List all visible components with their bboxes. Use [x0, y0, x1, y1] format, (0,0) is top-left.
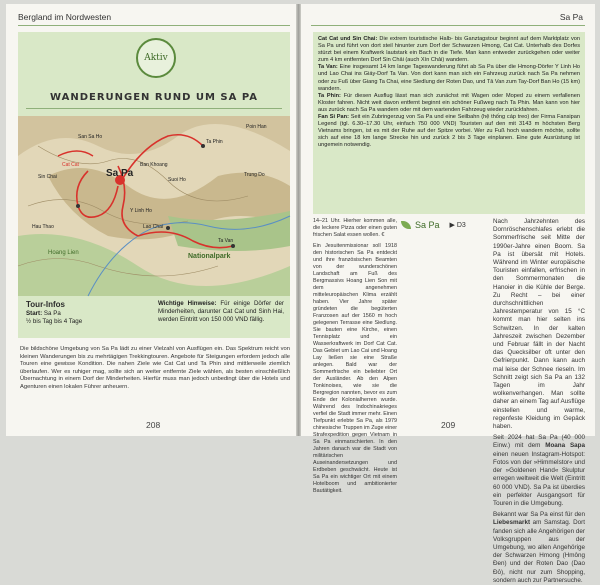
- tour-hints: [158, 300, 284, 324]
- map-label-ta-phin: Ta Phin: [206, 139, 223, 145]
- sapa-boom-text: Nach Jahrzehnten des Dornröschenschlafes erlebt die Sommerfrische seit Mitte der 1990er-Jahre einen Boom. Sa Pa ist übersät mit Hotels. Während im Winter europäische Touristen einfallen, erfrischen in den Sommermonaten die Hanoier in die Kühle der Berge. Zu Recht – bei einer durchschnittlichen Jahrestemperatur von 15 °C kommt man hier selten ins Schwitzen. In der kalten Jahreszeit zwischen Dezember und Februar fällt in der Nacht das Quecksilber oft unter den Gefrierpunkt. Dann kann auch mal leise der Schnee rieseln. Im Schnitt zeigt sich Sa Pa an 132 Tagen im Jahr wolkenverhangen. Man sollte daher an einem Tag auf Ausflüge einstellen und warme, regenfeste Kleidung im Gepäck haben.: [493, 218, 585, 431]
- tour-hint-label: Wichtige Hinweise:: [158, 300, 217, 307]
- page-number-right: 209: [441, 420, 456, 430]
- tour-duration: ½ bis Tag bis 4 Tage: [26, 318, 83, 325]
- running-head-right: Sa Pa: [559, 12, 583, 22]
- hiking-map: [18, 116, 290, 296]
- love-market-text: Bekannt war Sa Pa einst für den Liebesmarkt am Samstag. Dort fanden sich alle Angehörigen der Volksgruppen aus der Umgebung, wo allen Angehörige der Schwarzen Hmong (Hmông Đen) und der Roten Dao (Dao Đỏ), nicht nur zum Shopping, sondern auch zur Partnersuche.: [493, 511, 585, 584]
- info-cat-cat: Cat Cat und Sin Chai: Die extrem touristische Halb- bis Ganztagstour beginnt auf dem Marktplatz von Sa Pa und führt von dort steil hinunter zum Dorf der Schwarzen Hmong, Cat Cat. Unterhalb des Dorfes stürzt bei einem Kraftwerk lautstark ein Bach in die Tiefe. Man kann entweder zurückgehen oder weiter zum 4 km entfernten Dorf Sin Chải (auch Xín Chải) wandern.: [318, 36, 580, 64]
- map-label-ban-khoang: Ban Khoang: [140, 162, 168, 168]
- column-1: [313, 218, 397, 495]
- tour-start-value: Sa Pa: [43, 310, 61, 317]
- map-label-hoang: Hoang Lien: [48, 250, 79, 256]
- map-label-sin-chai: Sin Chai: [38, 174, 57, 180]
- activity-box: [18, 32, 290, 338]
- info-ta-van: Ta Van: Eine insgesamt 14 km lange Tageswanderung führt ab Sa Pa über die Hmong-Dörfer Y Linh Ho und Lao Chai ins Giáy-Dorf Ta Van. Von dort kann man sich ein Fahrzeug zurück nach Sa Pa nehmen oder zu Fuß über Giang Ta Chai, eine Siedlung der Roten Dao, und Tả Van zum Tay-Dorf Ban Ho (15 km) wandern.: [318, 64, 580, 92]
- column-2: [401, 218, 489, 236]
- running-head-left: Bergland im Nordwesten: [18, 12, 112, 22]
- page-number-left: 208: [146, 420, 161, 430]
- map-label-park: Nationalpark: [188, 253, 231, 260]
- map-label-sapa: Sa Pa: [106, 168, 134, 179]
- tour-hint-text: Für einige Dörfer der Minderheiten, darunter Cat Cat und Sinh Hai, werden Eintritt von 150 000 VND fällig.: [158, 300, 284, 323]
- tour-start-label: Start:: [26, 310, 43, 317]
- right-page: [301, 4, 595, 584]
- header-rule: [311, 25, 585, 26]
- map-label-poin-han: Poin Han: [246, 124, 267, 130]
- tour-info-heading: Tour-Infos: [26, 300, 65, 309]
- map-label-ta-van: Ta Van: [218, 238, 234, 244]
- sapa-section-heading: [401, 220, 489, 230]
- map-label-suoi-ho: Suoi Ho: [168, 177, 186, 183]
- map-label-cat-cat: Cat Cat: [62, 162, 79, 168]
- activity-title: WANDERUNGEN RUND UM SA PA: [50, 92, 258, 103]
- restaurant-hours: 14–21 Uhr. Hierher kommen alle, die leckere Pizza oder einen guten frischen Salat essen wollen. €: [313, 218, 397, 238]
- moana-sapa-text: Seit 2024 hat Sa Pa (40 000 Einw.) mit dem Moana Sapa einen neuen Instagram-Hotspot: Fotos von der »Himmelstor« und der »Goldenen Hand« Skulptur erregen weltweit die Welt (Eintritt 60 000 VND). Sa Pa ist überdies ein perfekter Ausgangsort für Touren in die Umgebung.: [493, 434, 585, 507]
- map-label-lao-chai: Lao Chai: [143, 224, 164, 230]
- map-label-trung-do: Trung Do: [244, 172, 265, 178]
- activity-intro-text: Die bildschöne Umgebung von Sa Pa lädt zu einer Vielzahl von Ausflügen ein. Das Spektrum reicht von kleinen Wanderungen bis zu mehrtägigen Trekkingtouren. Angebote für Steigungen erfordern jedoch alle Touren eine gewisse Kondition. Die nahen Ziele wie Cat Cat und Ta Phin sind mittlerweile ziemlich überlaufen. Wer es ruhiger mag, sollte sich an weiter entfernte Ziele wählen, als besten einschließlich Übernachtung in einem Dorf der Minderheiten. Hierfür muss man jedoch unbedingt über die Hotels und Agenturen einen lokalen Führer anheuern.: [20, 346, 290, 390]
- map-label-san-sa-ho: San Sa Ho: [78, 134, 103, 140]
- column-3: [493, 218, 585, 585]
- map-label-y-linh-ho: Y Linh Ho: [130, 208, 152, 214]
- left-page: [6, 4, 296, 436]
- history-text: Ein Jesuitenmissionar soll 1918 den historischen Sa Pa entdeckt und ihre französischen Beamten von der wunderschönen Landschaft am Fuß des Bergmassivs Hoang Lien Son mit dem angenehmen mitteleuropäischen Klima erzählt haben. Vier Jahre später gründeten die begüterten Franzosen auf der 1560 m hoch gelegenen Terrasse eine Siedlung. Sie bauten eine Kirche, einen Tennisplatz und ein Wasserkraftwerk im Dorf Cat Cat. Das Gebiet um Lao Cai und Hoang Lay ließen sie eine Straße anlegen. Bald war der Sommerfrische ein beliebter Ort der Ausländer. Ab den Alpen Tonkinoises, wie sie die Bergregion nannten, bevor es zum Ende der Kolonialherren wurde. Während des Indochinakrieges verfiel die Stadt immer mehr. Einen Tiefpunkt erlebte Sa Pa, als 1979 chinesische Truppen im Zuge einer Strafexpedition gegen Vietnam in Sa Pa einmarschierten. In den Jahren danach war die Stadt von militärischen Auseinandersetzungen und Erdbeben geschwächt. Heute ist Sa Pa ein wichtiger Ort mit einem Hotelboom und ambitionierter Bautätigkeit.: [313, 243, 397, 494]
- info-ta-phin: Ta Phin: Für diesen Ausflug lässt man sich zunächst mit Wagen oder Moped zu einem verfallenen Kloster fahren. Nicht weit davon entfernt beginnt ein schöner Fußweg nach Ta Phin. Man kann von hier aus zurück nach Sa Pa wandern oder mit dem wartenden Fahrzeug wieder zurückfahren.: [318, 92, 580, 113]
- leaf-icon: [401, 221, 411, 229]
- header-rule: [18, 25, 290, 26]
- map-label-hau-thao: Hau Thao: [32, 224, 54, 230]
- excursion-info-box: [313, 32, 585, 214]
- tour-info: [26, 300, 154, 326]
- info-fan-si-pan: Fan Si Pan: Seit ein Zubringerzug von Sa Pa und eine Seilbahn (hệ thống cáp treo) der Firma Fansipan Legend (tgl. 6.30–17.30 Uhr, einfach 750 000 VND) Touristen auf den mit 3143 m höchsten Berg Vietnams bringen, ist es mit der Ruhe auf der Spitze vorbei. Wer zu Fuß hoch wandern möchte, sollte sich auf eine 18 km lange Strecke hin und zurück 2 bis 3 Tage einplanen. Eine gute Ausrüstung ist ungemein notwendig.: [318, 114, 580, 149]
- sapa-heading-label: Sa Pa: [415, 220, 440, 230]
- title-rule: [26, 108, 282, 109]
- map-ref: ▶ D3: [449, 222, 466, 229]
- aktiv-badge: Aktiv: [136, 38, 176, 78]
